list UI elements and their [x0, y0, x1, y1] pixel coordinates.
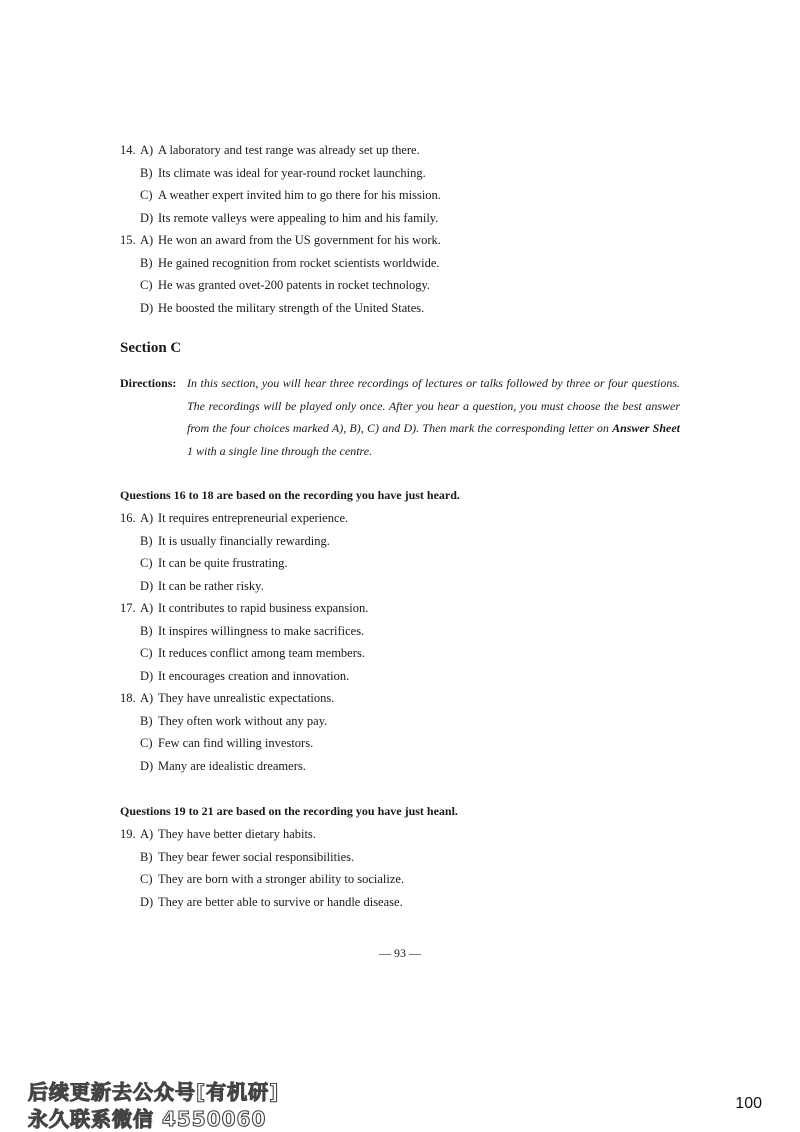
option-c: C) It can be quite frustrating.	[140, 556, 288, 570]
section-title: Section C	[120, 340, 182, 356]
question-number: 17.	[120, 601, 136, 615]
option-a: A) It requires entrepreneurial experience.	[140, 511, 349, 525]
question-number: 14.	[120, 143, 136, 157]
question-number: 18.	[120, 691, 136, 705]
option-b: B) It inspires willingness to make sacrifices.	[140, 623, 365, 638]
option-c: C) Few can find willing investors.	[140, 736, 314, 750]
question-number: 15.	[120, 233, 136, 247]
option-b: B) They often work without any pay.	[140, 713, 328, 728]
option-b: B) They bear fewer social responsibilities.	[140, 849, 355, 864]
option-a: A) It contributes to rapid business expansion.	[140, 601, 369, 615]
watermark-line-2: 永久联系微信 4550060	[28, 1107, 267, 1131]
group-heading-19-21: Questions 19 to 21 are based on the recording you have just heanl.	[120, 804, 458, 818]
group-heading-16-18: Questions 16 to 18 are based on the recording you have just heard.	[120, 488, 460, 502]
watermark-line-1: 后续更新去公众号[有机研]	[28, 1080, 280, 1104]
question-number: 16.	[120, 511, 136, 525]
answer-sheet-label: Answer Sheet	[612, 421, 681, 435]
option-d: D) They are better able to survive or handle disease.	[140, 894, 403, 909]
page-footer: — 93 —	[379, 946, 421, 960]
option-d: D) It can be rather risky.	[140, 578, 264, 593]
page-number: 100	[735, 1095, 762, 1112]
option-d: D) It encourages creation and innovation.	[140, 668, 350, 683]
option-b: B) He gained recognition from rocket scientists worldwide.	[140, 255, 440, 270]
option-d: D) He boosted the military strength of the United States.	[140, 300, 425, 315]
option-d: D) Its remote valleys were appealing to him and his family.	[140, 210, 439, 225]
option-a: A) He won an award from the US government for his work.	[140, 233, 441, 247]
option-a: A) They have better dietary habits.	[140, 827, 316, 841]
option-a: A) A laboratory and test range was already set up there.	[140, 143, 420, 157]
option-a: A) They have unrealistic expectations.	[140, 691, 335, 705]
option-c: C) A weather expert invited him to go there for his mission.	[140, 188, 441, 202]
option-d: D) Many are idealistic dreamers.	[140, 758, 306, 773]
option-c: C) They are born with a stronger ability to socialize.	[140, 872, 405, 886]
option-b: B) It is usually financially rewarding.	[140, 533, 330, 548]
directions-label: Directions:	[120, 376, 177, 390]
option-c: C) It reduces conflict among team members.	[140, 646, 365, 660]
option-c: C) He was granted ovet-200 patents in rocket technology.	[140, 278, 431, 292]
question-number: 19.	[120, 827, 136, 841]
option-b: B) Its climate was ideal for year-round rocket launching.	[140, 165, 426, 180]
directions-text: In this section, you will hear three recordings of lectures or talks followed by three or four questions. The recordings will be played only once. After you hear a question, you must choose the best answer from the four choices marked A), B), C) and D). Then mark the corresponding letter on Answer Sheet 1 with a single line through the centre.	[187, 376, 681, 458]
